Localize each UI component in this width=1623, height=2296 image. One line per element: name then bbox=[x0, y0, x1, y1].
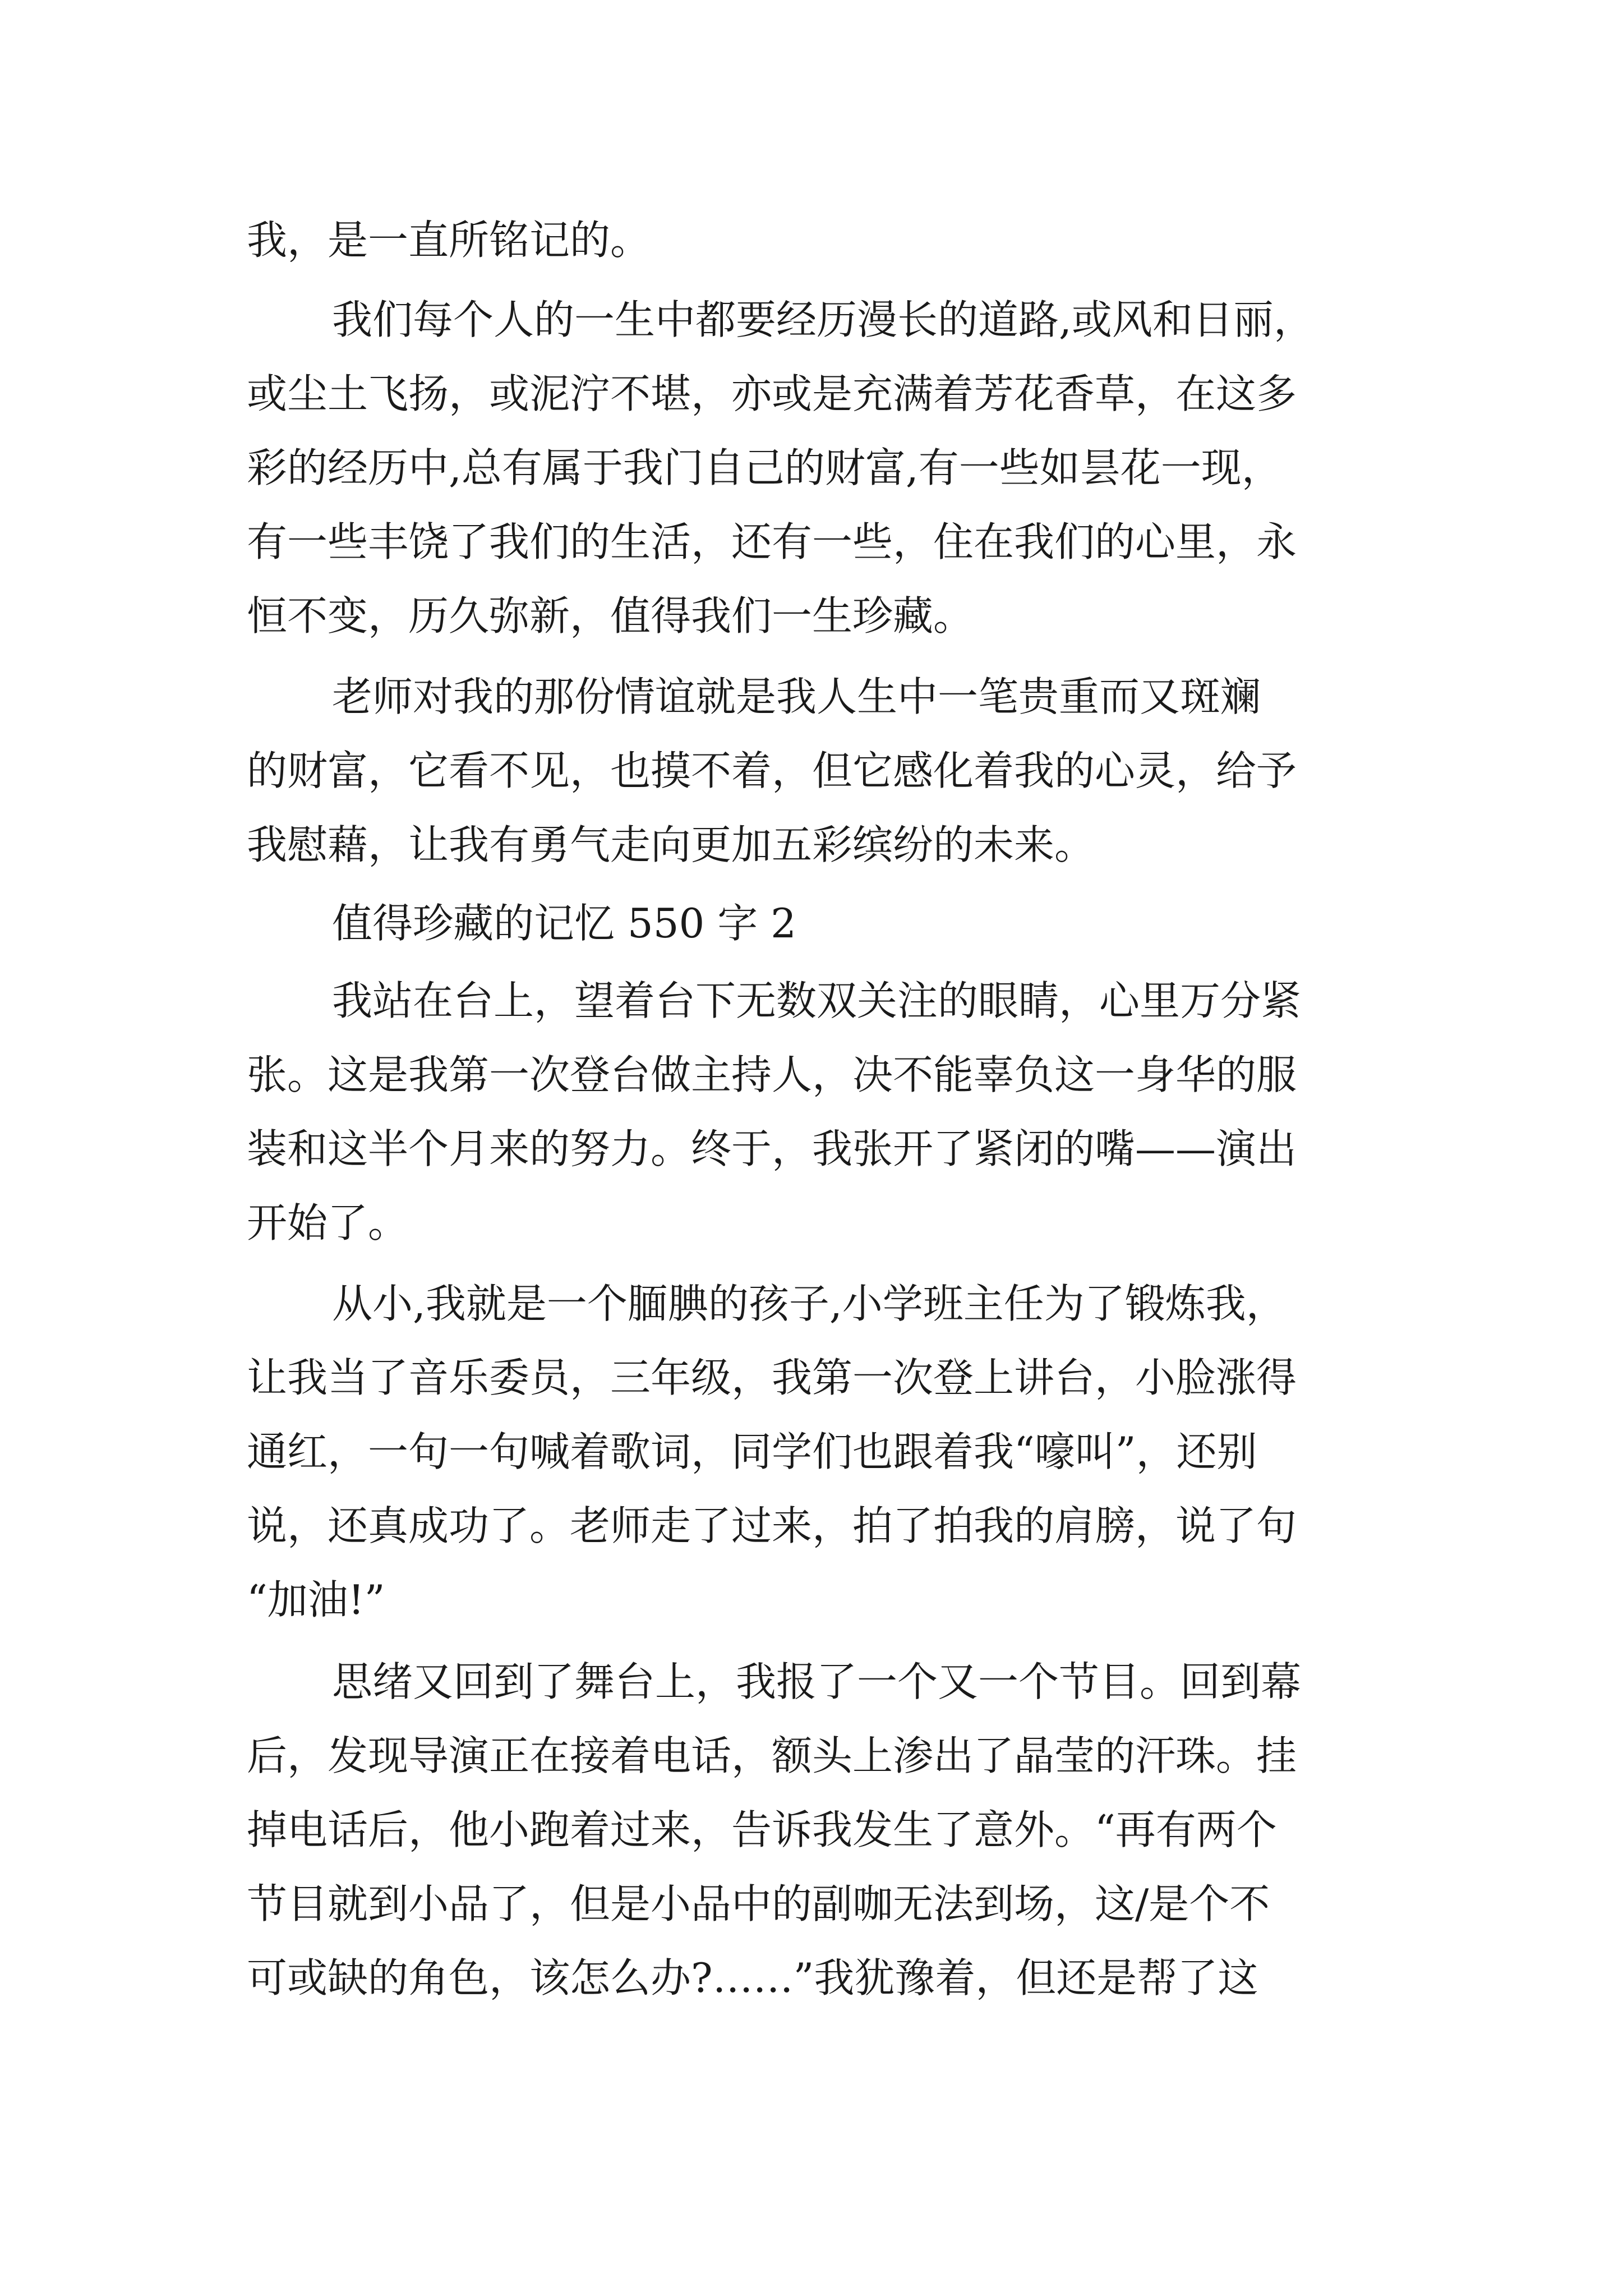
text-line: “加油!” bbox=[247, 1576, 385, 1623]
text-line: 我站在台上，望着台下无数双关注的眼睛，心里万分紧 bbox=[332, 977, 1302, 1024]
text-line: 让我当了音乐委员，三年级，我第一次登上讲台，小脸涨得 bbox=[247, 1354, 1297, 1401]
text-line: 的财富，它看不见，也摸不着，但它感化着我的心灵，给予 bbox=[247, 747, 1297, 794]
text-line: 从小,我就是一个腼腆的孩子,小学班主任为了锻炼我， bbox=[332, 1280, 1287, 1327]
text-line: 说，还真成功了。老师走了过来，拍了拍我的肩膀，说了句 bbox=[247, 1502, 1297, 1549]
text-line: 节目就到小品了，但是小品中的副咖无法到场，这/是个不 bbox=[247, 1880, 1270, 1927]
text-line: 开始了。 bbox=[247, 1199, 409, 1246]
text-line: 老师对我的那份情谊就是我人生中一笔贵重而又斑斓 bbox=[332, 673, 1261, 720]
text-line: 我们每个人的一生中都要经历漫长的道路,或风和日丽， bbox=[332, 296, 1314, 343]
text-line: 我慰藉，让我有勇气走向更加五彩缤纷的未来。 bbox=[247, 821, 1095, 868]
text-line: 恒不变，历久弥新，值得我们一生珍藏。 bbox=[247, 592, 974, 639]
text-line: 可或缺的角色，该怎么办?……”我犹豫着，但还是帮了这 bbox=[247, 1954, 1258, 2001]
text-line: 掉电话后，他小跑着过来，告诉我发生了意外。“再有两个 bbox=[247, 1806, 1277, 1853]
text-line: 思绪又回到了舞台上，我报了一个又一个节目。回到幕 bbox=[332, 1658, 1302, 1705]
text-line: 我，是一直所铭记的。 bbox=[247, 217, 651, 264]
text-line: 张。这是我第一次登台做主持人，决不能辜负这一身华的服 bbox=[247, 1051, 1297, 1098]
text-line: 装和这半个月来的努力。终于，我张开了紧闭的嘴——演出 bbox=[247, 1125, 1297, 1172]
text-line: 或尘土飞扬，或泥泞不堪，亦或是充满着芳花香草，在这多 bbox=[247, 370, 1297, 417]
text-line: 后，发现导演正在接着电话，额头上渗出了晶莹的汗珠。挂 bbox=[247, 1732, 1297, 1779]
text-line: 通红，一句一句喊着歌词，同学们也跟着我“嚎叫”，还别 bbox=[247, 1428, 1257, 1475]
section-heading: 值得珍藏的记忆 550 字 2 bbox=[332, 900, 796, 947]
text-line: 彩的经历中,总有属于我门自己的财富,有一些如昙花一现， bbox=[247, 444, 1282, 491]
text-line: 有一些丰饶了我们的生活，还有一些，住在我们的心里，永 bbox=[247, 518, 1297, 565]
